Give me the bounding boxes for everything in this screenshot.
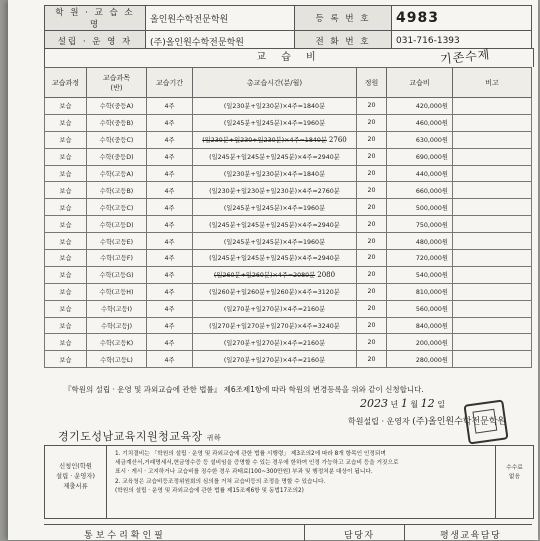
notice-left-label xyxy=(45,446,107,518)
fee-cell: 440,000원 xyxy=(387,165,453,182)
registration-number-label: 등 록 번 호 xyxy=(295,6,392,31)
total-hours-text: (일245분+일245분+일245분)×4주=2940분 xyxy=(209,154,340,162)
total-hours-cell xyxy=(193,283,357,300)
table-row xyxy=(45,148,532,165)
fee-cell: 660,000원 xyxy=(387,182,453,199)
period-cell: 4주 xyxy=(147,250,193,267)
total-hours-text: (일270분+일270분)×4주=2160분 xyxy=(223,356,326,364)
education-office xyxy=(58,428,221,444)
handwritten-correction: 2760 xyxy=(328,136,347,145)
header-capacity: 정원 xyxy=(357,68,387,98)
remarks-cell xyxy=(453,351,532,368)
course-cell: 보습 xyxy=(45,266,87,283)
phone-value: 031-716-1393 xyxy=(392,31,532,52)
notice-line: 세금계산서,거래명세서,현금영수증 등 설비임을 증명할 수 있는 경우에 한하여 인정 가능하고 교습비 등을 거짓으로 xyxy=(115,460,399,467)
fee-cell: 540,000원 xyxy=(387,266,453,283)
date-month-unit: 월 xyxy=(410,400,419,409)
total-hours-cell xyxy=(193,317,357,334)
total-hours-text: (일270분+일270분)×4주=2160분 xyxy=(223,306,326,314)
subject-cell: 수학(고등D) xyxy=(87,216,147,233)
period-cell: 4주 xyxy=(147,148,193,165)
confirmation-footer xyxy=(44,524,532,541)
period-cell: 4주 xyxy=(147,266,193,283)
course-cell: 보습 xyxy=(45,199,87,216)
fee-cell: 200,000원 xyxy=(387,334,453,351)
header-remarks: 비고 xyxy=(453,68,532,98)
header-fee: 교습비 xyxy=(387,68,453,98)
table-row xyxy=(45,199,532,216)
period-cell: 4주 xyxy=(147,165,193,182)
subject-cell: 수학(중등A) xyxy=(87,98,147,115)
capacity-cell: 20 xyxy=(357,199,387,216)
capacity-cell: 20 xyxy=(357,351,387,368)
remarks-cell xyxy=(453,199,532,216)
total-hours-cell xyxy=(193,250,357,267)
remarks-cell xyxy=(453,250,532,267)
course-cell: 보습 xyxy=(45,351,87,368)
subject-cell: 수학(고등E) xyxy=(87,233,147,250)
table-row xyxy=(45,114,532,131)
total-hours-text: (일245분+일245분)×4주=1960분 xyxy=(223,204,326,212)
period-cell: 4주 xyxy=(147,351,193,368)
notice-line: 1. 기치결비는 「학원의 설립 · 운영 및 과외교습에 관한 법률 시행령」 제3조의2에 따라 8개 항목인 인정되며 xyxy=(115,451,386,457)
course-cell: 보습 xyxy=(45,182,87,199)
table-row xyxy=(45,165,532,182)
capacity-cell: 20 xyxy=(357,148,387,165)
course-cell: 보습 xyxy=(45,216,87,233)
handwritten-correction: 2080 xyxy=(317,271,336,280)
legal-statement: 『학원의 설립 · 운영 및 과외교습에 관한 법률』 제6조제1항에 따라 학원의 변경등록을 위와 같이 신청합니다. xyxy=(64,385,424,394)
table-row xyxy=(45,351,532,368)
handwritten-note: 기존수제 xyxy=(439,47,492,67)
period-cell: 4주 xyxy=(147,216,193,233)
office-suffix: 귀하 xyxy=(206,434,222,442)
office-name: 경기도성남교육지원청교육장 xyxy=(58,430,203,443)
subject-cell: 수학(고등F) xyxy=(87,250,147,267)
fee-cell: 720,000원 xyxy=(387,250,453,267)
fee-cell: 810,000원 xyxy=(387,283,453,300)
period-cell: 4주 xyxy=(147,98,193,115)
total-hours-text: (일230분+일230+일230분)×4주=1840분 xyxy=(202,137,327,145)
footer-department-label: 평생교육담당 xyxy=(440,531,502,541)
remarks-cell xyxy=(453,131,532,148)
total-hours-cell xyxy=(193,266,357,283)
capacity-cell: 20 xyxy=(357,334,387,351)
capacity-cell: 20 xyxy=(357,266,387,283)
table-row xyxy=(45,283,532,300)
period-cell: 4주 xyxy=(147,114,193,131)
remarks-cell xyxy=(453,165,532,182)
date-month: 1 xyxy=(400,397,408,410)
total-hours-text: (일230분+일230분)×4주=1840분 xyxy=(223,171,326,178)
founder-label: 설립 · 운 영 자 xyxy=(45,31,146,52)
total-hours-cell xyxy=(193,334,357,351)
course-cell: 보습 xyxy=(45,283,87,300)
total-hours-text: (일270분+일270분)×4주=2160분 xyxy=(223,339,326,347)
course-cell: 보습 xyxy=(45,98,87,115)
total-hours-cell xyxy=(193,300,357,317)
document-sheet xyxy=(8,0,538,540)
course-cell: 보습 xyxy=(45,165,87,182)
fee-cell: 420,000원 xyxy=(387,98,453,115)
period-cell: 4주 xyxy=(147,334,193,351)
fee-cell: 750,000원 xyxy=(387,216,453,233)
fee-box-text: 수수료 없음 xyxy=(506,465,523,480)
total-hours-text: (일260분+일260분+일260분)×4주=3120분 xyxy=(209,289,340,297)
remarks-cell xyxy=(453,182,532,199)
table-row xyxy=(45,266,532,283)
subject-cell: 수학(고등B) xyxy=(87,182,147,199)
phone-label: 전 화 번 호 xyxy=(295,31,392,52)
notice-line: 2. 교육청은 교습비등조정위원회의 심의를 거쳐 교습비등의 조정을 명할 수 있습니다. xyxy=(115,478,326,485)
footer-confirm-label: 통보수리확인필 xyxy=(84,531,166,541)
registration-number-value: 4983 xyxy=(392,6,532,31)
capacity-cell: 20 xyxy=(357,216,387,233)
period-cell: 4주 xyxy=(147,199,193,216)
total-hours-cell xyxy=(193,351,357,368)
subject-cell: 수학(고등I) xyxy=(87,300,147,317)
fee-cell: 500,000원 xyxy=(387,199,453,216)
fee-cell: 460,000원 xyxy=(387,114,453,131)
subject-cell: 수학(고등K) xyxy=(87,334,147,351)
subject-cell: 수학(중등D) xyxy=(87,148,147,165)
subject-cell: 수학(고등C) xyxy=(87,199,147,216)
period-cell: 4주 xyxy=(147,233,193,250)
academy-name-label: 학 원 · 교 습 소 명 xyxy=(45,6,146,31)
capacity-cell: 20 xyxy=(357,300,387,317)
table-row xyxy=(45,317,532,334)
subject-cell: 수학(고등L) xyxy=(87,351,147,368)
fee-cell: 690,000원 xyxy=(387,148,453,165)
table-row xyxy=(45,250,532,267)
period-cell: 4주 xyxy=(147,317,193,334)
remarks-cell xyxy=(453,98,532,115)
period-cell: 4주 xyxy=(147,131,193,148)
course-cell: 보습 xyxy=(45,148,87,165)
table-row xyxy=(45,334,532,351)
course-cell: 보습 xyxy=(45,114,87,131)
course-cell: 보습 xyxy=(45,317,87,334)
total-hours-cell xyxy=(193,233,357,250)
total-hours-cell xyxy=(193,114,357,131)
subject-cell: 수학(중등B) xyxy=(87,114,147,131)
course-cell: 보습 xyxy=(45,233,87,250)
academy-info-table xyxy=(44,5,532,52)
course-cell: 보습 xyxy=(45,250,87,267)
total-hours-text: (일230분+일230분)×4주=1840분 xyxy=(223,103,326,111)
remarks-cell xyxy=(453,334,532,351)
section-title: 교 습 비 xyxy=(44,48,534,67)
remarks-cell xyxy=(453,300,532,317)
course-cell: 보습 xyxy=(45,131,87,148)
total-hours-text: (일230분+일230분+일230분)×4주=2760분 xyxy=(209,187,340,195)
signer-name: (주)올인원수학전문학원 xyxy=(412,417,507,427)
header-course: 교습과정 xyxy=(45,68,87,98)
subject-cell: 수학(고등J) xyxy=(87,317,147,334)
fee-cell: 480,000원 xyxy=(387,233,453,250)
table-row xyxy=(45,98,532,115)
header-total-hours: 총교습시간(분/월) xyxy=(193,68,357,98)
fee-box xyxy=(495,446,533,518)
subject-cell: 수학(고등H) xyxy=(87,283,147,300)
fee-cell: 560,000원 xyxy=(387,300,453,317)
notice-text xyxy=(115,450,485,496)
total-hours-cell xyxy=(193,216,357,233)
capacity-cell: 20 xyxy=(357,250,387,267)
total-hours-text: (일260분+일260분)×4주=2080분 xyxy=(213,272,316,280)
remarks-cell xyxy=(453,114,532,131)
subject-cell: 수학(고등A) xyxy=(87,165,147,182)
course-cell: 보습 xyxy=(45,300,87,317)
capacity-cell: 20 xyxy=(357,98,387,115)
header-period: 교습기간 xyxy=(147,68,193,98)
period-cell: 4주 xyxy=(147,300,193,317)
table-row xyxy=(45,233,532,250)
capacity-cell: 20 xyxy=(357,114,387,131)
total-hours-cell xyxy=(193,199,357,216)
course-cell: 보습 xyxy=(45,334,87,351)
total-hours-text: (일245분+일245분+일245분)×4주=2940분 xyxy=(209,221,340,229)
subject-cell: 수학(중등C) xyxy=(87,131,147,148)
footer-divider xyxy=(404,525,405,541)
table-header-row xyxy=(45,68,532,98)
remarks-cell xyxy=(453,233,532,250)
subject-cell: 수학(고등G) xyxy=(87,266,147,283)
remarks-cell xyxy=(453,283,532,300)
total-hours-cell xyxy=(193,98,357,115)
total-hours-cell xyxy=(193,182,357,199)
total-hours-text: (일245분+일245분)×4주=1960분 xyxy=(223,120,326,128)
period-cell: 4주 xyxy=(147,182,193,199)
signer-label: 학원설립 · 운영자 xyxy=(348,417,410,426)
notice-line: (학원의 설립 · 운영 및 과외교습에 관한 법률 제15조제6항 및 동법17조의2) xyxy=(115,487,304,494)
capacity-cell: 20 xyxy=(357,233,387,250)
official-seal-stamp xyxy=(463,399,508,444)
total-hours-text: (일245분+일245분)×4주=1960분 xyxy=(223,238,326,246)
fee-cell: 840,000원 xyxy=(387,317,453,334)
table-row xyxy=(45,182,532,199)
total-hours-text: (일270분+일270분+일270분)×4주=3240분 xyxy=(209,323,340,331)
remarks-cell xyxy=(453,317,532,334)
tuition-fee-table xyxy=(44,67,532,368)
date-year-unit: 년 xyxy=(390,400,399,409)
fee-cell: 280,000원 xyxy=(387,351,453,368)
remarks-cell xyxy=(453,216,532,233)
founder-value: (주)올인원수학전문학원 xyxy=(146,31,295,52)
total-hours-cell xyxy=(193,148,357,165)
date-day-unit: 일 xyxy=(437,400,445,409)
remarks-cell xyxy=(453,266,532,283)
footer-officer-label: 담당자 xyxy=(344,531,375,541)
notice-line: 표시 · 게시 · 고지하거나 교습비를 징수한 경우 과태료(100~300만원) 부과 및 행정처분 대상이 됩니다. xyxy=(115,469,373,476)
date-year: 2023 xyxy=(360,397,388,410)
remarks-cell xyxy=(453,148,532,165)
capacity-cell: 20 xyxy=(357,165,387,182)
capacity-cell: 20 xyxy=(357,182,387,199)
notice-box xyxy=(44,445,534,519)
table-row xyxy=(45,300,532,317)
academy-name-value: 올인원수학전문학원 xyxy=(146,6,295,31)
total-hours-cell xyxy=(193,165,357,182)
table-row xyxy=(45,216,532,233)
application-date xyxy=(360,397,445,410)
fee-cell: 630,000원 xyxy=(387,131,453,148)
footer-divider xyxy=(304,525,305,541)
total-hours-text: (일245분+일245분+일245분)×4주=2940분 xyxy=(209,255,340,263)
date-day: 12 xyxy=(420,397,435,410)
total-hours-cell xyxy=(193,131,357,148)
capacity-cell: 20 xyxy=(357,283,387,300)
header-subject: 교습과목 (반) xyxy=(87,68,147,98)
capacity-cell: 20 xyxy=(357,317,387,334)
period-cell: 4주 xyxy=(147,283,193,300)
table-row xyxy=(45,131,532,148)
capacity-cell: 20 xyxy=(357,131,387,148)
notice-left-text: 신청인(학원 설립 · 운영자) 제출서류 xyxy=(56,463,95,490)
